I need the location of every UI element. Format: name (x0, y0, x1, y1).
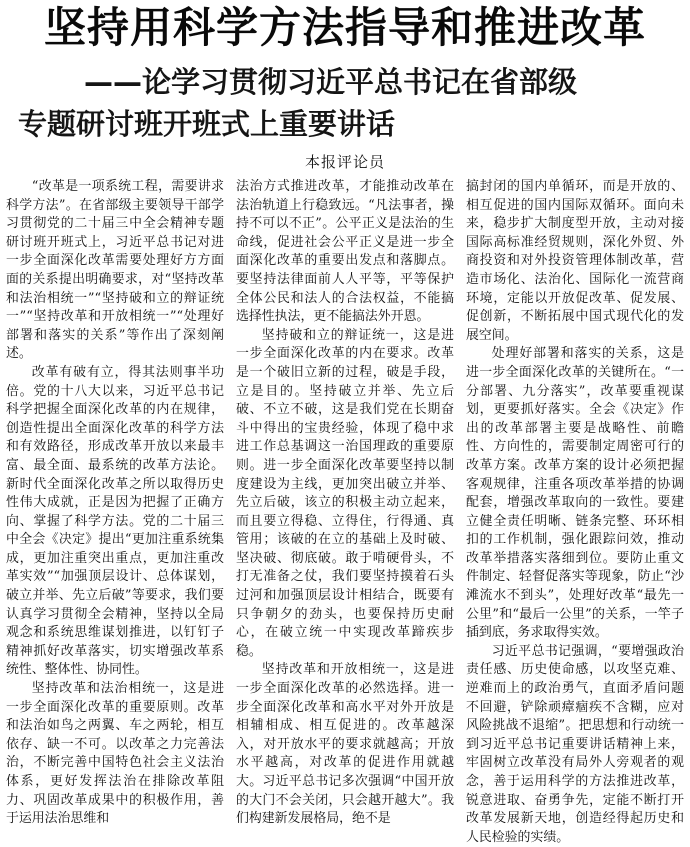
paragraph: 搞封闭的国内单循环，而是开放的、相互促进的国内国际双循环。面向未来，稳步扩大制度型开放，主动对接国际高标准经贸规则，深化外贸、外商投资和对外投资管理体制改革，营造市场化、法治化、国际化一流营商环境，定能以开放促改革、促发展、促创新，不断拓展中国式现代化的发展空间。 (466, 179, 684, 343)
article-body (6, 178, 686, 845)
paragraph: 坚持破和立的辩证统一，这是进一步全面深化改革的内在要求。改革是一个破旧立新的过程，破是手段，立是目的。坚持破立并举、先立后破、不立不破，这是我们党在长期奋斗中得出的宝贵经验，体现了稳中求进工作总基调这一治国理政的重要原则。进一步全面深化改革要坚持以制度建设为主线，更加突出破立并举、先立后破，该立的积极主动立起来，而且要立得稳、立得住，行得通、真管用；该破的在立的基础上及时破、坚决破、彻底破。敢于啃硬骨头，不打无准备之仗，我们要坚持摸着石头过河和加强顶层设计相结合，既要有只争朝夕的劲头，也要保持历史耐心，在破立统一中实现改革蹄疾步稳。 (236, 327, 454, 659)
headline: 坚持用科学方法指导和推进改革 (43, 3, 646, 52)
column-2 (236, 178, 454, 827)
subtitle-line-1: ——论学习贯彻习近平总书记在省部级 (84, 65, 578, 99)
paragraph: 改革有破有立，得其法则事半功倍。党的十八大以来，习近平总书记科学把握全面深化改革的内在规律，创造性提出全面深化改革的科学方法和有效路径，形成改革开放以来最丰富、最全面、最系统的改革方法论。新时代全面深化改革之所以取得历史性伟大成就，正是因为把握了正确方向、掌握了科学方法。党的二十届三中全会《决定》提出“更加注重系统集成，更加注重突出重点，更加注重改革实效”“加强顶层设计、总体谋划，破立并举、先立后破”等要求，我们要认真学习贯彻全会精神，坚持以全局观念和系统思维谋划推进，以钉钉子精神抓好改革落实，切实增强改革系统性、整体性、协同性。 (6, 364, 224, 678)
column-3 (466, 178, 684, 845)
paragraph: 习近平总书记强调，“要增强政治责任感、历史使命感，以攻坚克难、逆难而上的政治勇气，直面矛盾问题不回避，铲除顽瘴痼疾不含糊，应对风险挑战不退缩”。把思想和行动统一到习近平总书记重要讲话精神上来，牢固树立改革没有局外人旁观者的观念，善于运用科学的方法推进改革，锐意进取、奋勇争先，定能不断打开改革发展新天地，创造经得起历史和人民检验的实绩。 (466, 643, 684, 845)
byline: 本报评论员 (304, 153, 385, 171)
column-1 (6, 178, 224, 827)
subtitle-line-2: 专题研讨班开班式上重要讲话 (18, 107, 396, 141)
paragraph: 法治方式推进改革，才能推动改革在法治轨道上行稳致远。“凡法事者，操持不可以不正”。公平正义是法治的生命线，促进社会公平正义是进一步全面深化改革的重要出发点和落脚点。要坚持法律面前人人平等，平等保护全体公民和法人的合法权益，不能搞选择性执法，更不能搞法外开恩。 (236, 179, 454, 325)
paragraph: 坚持改革和法治相统一，这是进一步全面深化改革的重要原则。改革和法治如鸟之两翼、车之两轮，相互依存、缺一不可。以改革之力完善法治，不断完善中国特色社会主义法治体系，更好发挥法治在排除改革阻力、巩固改革成果中的积极作用，善于运用法治思维和 (6, 681, 224, 827)
paragraph: 坚持改革和开放相统一，这是进一步全面深化改革的必然选择。进一步全面深化改革和高水平对外开放是相辅相成、相互促进的。改革越深入，对开放水平的要求就越高；开放水平越高，对改革的促进作用就越大。习近平总书记多次强调“中国开放的大门不会关闭，只会越开越大”。我们构建新发展格局，绝不是 (236, 662, 454, 827)
paragraph: “改革是一项系统工程，需要讲求科学方法”。在省部级主要领导干部学习贯彻党的二十届三中全会精神专题研讨班开班式上，习近平总书记对进一步全面深化改革需要处理好方方面面的关系提出明确要求，对“坚持改革和法治相统一”“坚持破和立的辩证统一”“坚持改革和开放相统一”“处理好部署和落实的关系”等作出了深刻阐述。 (6, 179, 224, 362)
paragraph: 处理好部署和落实的关系，这是进一步全面深化改革的关键所在。“一分部署、九分落实”，改革要重视谋划，更要抓好落实。全会《决定》作出的改革部署主要是战略性、前瞻性、方向性的，需要制定周密可行的改革方案。改革方案的设计必须把握客观规律，注重各项改革举措的协调配套，增强改革取向的一致性。要建立健全责任明晰、链条完整、环环相扣的工作机制，强化跟踪问效，推动改革举措落实落细到位。要防止重文件制定、轻督促落实等现象，防止“沙滩流水不到头”，处理好改革“最先一公里”和“最后一公里”的关系，一竿子插到底，务求取得实效。 (466, 346, 684, 641)
